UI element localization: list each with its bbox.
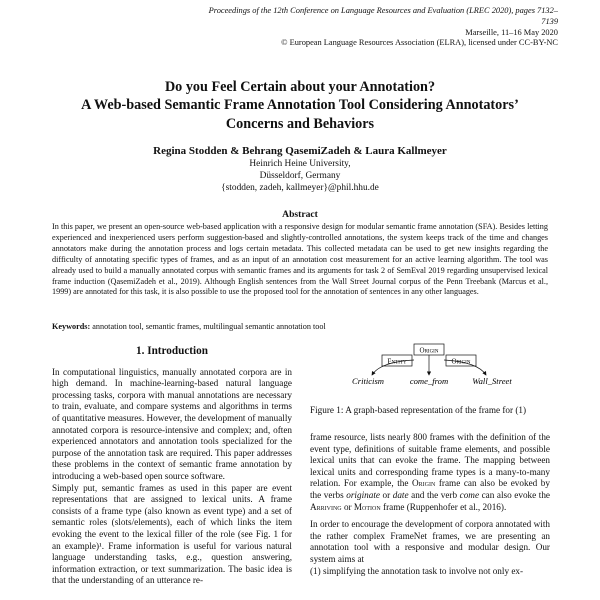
verb-date: date bbox=[392, 489, 409, 500]
keywords-label: Keywords: bbox=[52, 322, 91, 331]
role-node-origin-label: Origin bbox=[451, 357, 471, 366]
proceedings-line: Proceedings of the 12th Conference on Language Resources and Evaluation (LREC 2020), pages 7132–7139 bbox=[208, 6, 558, 26]
section-heading-introduction: 1. Introduction bbox=[136, 345, 208, 357]
title-line-3: Concerns and Behaviors bbox=[225, 115, 375, 132]
figure-caption: Figure 1: A graph-based representation of the frame for (1) bbox=[310, 405, 527, 415]
intro-paragraph-2: Simply put, semantic frames as used in this paper are event representations that are assigned to lexical units. A frame consists of a frame type (also known as event type) and a set of semantic roles (slots/elements), each of which links the item evoking the event to the lexical filler of the role (see Fig. 1 for an example)¹. Frame information is useful for various natural language understanding tasks, e.g., question answering, information extraction, or text summarization. The basic idea is that the understanding of an utterance re- bbox=[52, 482, 292, 586]
keywords-text: annotation tool, semantic frames, multilingual semantic annotation tool bbox=[90, 322, 326, 331]
text-run: or bbox=[379, 489, 393, 500]
frame-figure bbox=[310, 342, 550, 402]
text-run: frame can also be evoked by the verbs bbox=[310, 478, 550, 500]
abstract-heading: Abstract bbox=[282, 209, 318, 220]
word-criticism: Criticism bbox=[352, 376, 384, 386]
text-run: or bbox=[341, 501, 354, 512]
role-node-entity-label: Entity bbox=[387, 357, 407, 366]
frame-node-origin-label: Origin bbox=[419, 346, 439, 355]
license-line: © European Language Resources Association (ELRA), licensed under CC-BY-NC bbox=[281, 38, 558, 48]
keywords bbox=[52, 321, 548, 332]
proceedings-header bbox=[198, 6, 558, 49]
right-paragraph-2: In order to encourage the development of corpora annotated with the rather complex FrameNet frames, we are presenting an annotation tool with a responsive and modular design. Our system aims at bbox=[310, 519, 550, 564]
paper-title bbox=[40, 78, 560, 133]
abstract-text: In this paper, we present an open-source web-based application with a responsive design for modular semantic frame annotation (SFA). Besides letting experienced and inexperienced users perform suggestion-based and slightly-controlled annotations, the system keeps track of the time and changes annotators make during the annotation process and logs certain metadata. This collected metadata can be used to get new insights regarding the difficulty of annotating specific types of frames, and as an input of an annotation cost measurement for an active learning algorithm. The tool was already used to build a manually annotated corpus with semantic frames and its arguments for task 2 of SemEval 2019 regarding unsupervised lexical frame induction (QasemiZadeh et al., 2019). Although English sentences from the Wall Street Journal corpus of the Penn Treebank (Marcus et al., 1999) are annotated for this task, it is also possible to use the proposed tool for the annotation of sentences in any other languages. bbox=[52, 222, 548, 297]
text-run: frame (Ruppenhofer et al., 2016). bbox=[380, 501, 507, 512]
title-line-1: Do you Feel Certain about your Annotation? bbox=[164, 79, 436, 95]
frame-graph bbox=[310, 342, 550, 402]
author-list: Regina Stodden & Behrang QasemiZadeh & Laura Kallmeyer bbox=[153, 145, 447, 157]
frame-name-arriving: Arriving bbox=[310, 501, 342, 512]
aim-list-item-1: (1) simplifying the annotation task to involve not only ex- bbox=[310, 565, 524, 576]
text-run: can also evoke the bbox=[479, 489, 550, 500]
verb-come: come bbox=[459, 489, 480, 500]
text-run: frame resource, lists nearly 800 frames with the definition of the event type, definitions of suitable frame elements, and possible lexical units that can evoke the frame. The mapping between lexical units and corresponding frame types is a many-to-many relation. For example, the bbox=[310, 432, 550, 489]
text-run: and the verb bbox=[408, 489, 460, 500]
right-column bbox=[310, 432, 550, 577]
word-wall-street: Wall_Street bbox=[472, 376, 512, 386]
venue-line: Marseille, 11–16 May 2020 bbox=[465, 27, 558, 37]
title-line-2: A Web-based Semantic Frame Annotation Tool Considering Annotators’ bbox=[81, 97, 519, 114]
verb-originate: originate bbox=[346, 489, 380, 500]
affiliation bbox=[40, 158, 560, 194]
frame-name-motion: Motion bbox=[353, 501, 381, 512]
affiliation-location: Düsseldorf, Germany bbox=[259, 171, 341, 181]
left-column bbox=[52, 346, 292, 587]
affiliation-email: {stodden, zadeh, kallmeyer}@phil.hhu.de bbox=[221, 183, 379, 193]
word-come-from: come_from bbox=[409, 376, 449, 386]
intro-paragraph-1: In computational linguistics, manually annotated corpora are in high demand. In machine-learning-based natural language processing tasks, corpora with manual annotations are necessary to train, evaluate, and compare systems and algorithms in terms of quantitative measures. However, the development of manually annotated corpora is resource-intensive and complex; and, often experienced annotators and annotation tools specialized for the purpose of the annotation task are required. This paper addresses these problems in the context of semantic frame annotation by introducing a web-based open source software. bbox=[52, 366, 292, 481]
affiliation-university: Heinrich Heine University, bbox=[249, 159, 351, 169]
right-paragraph-1 bbox=[310, 432, 550, 513]
frame-name-origin: Origin bbox=[411, 478, 436, 489]
